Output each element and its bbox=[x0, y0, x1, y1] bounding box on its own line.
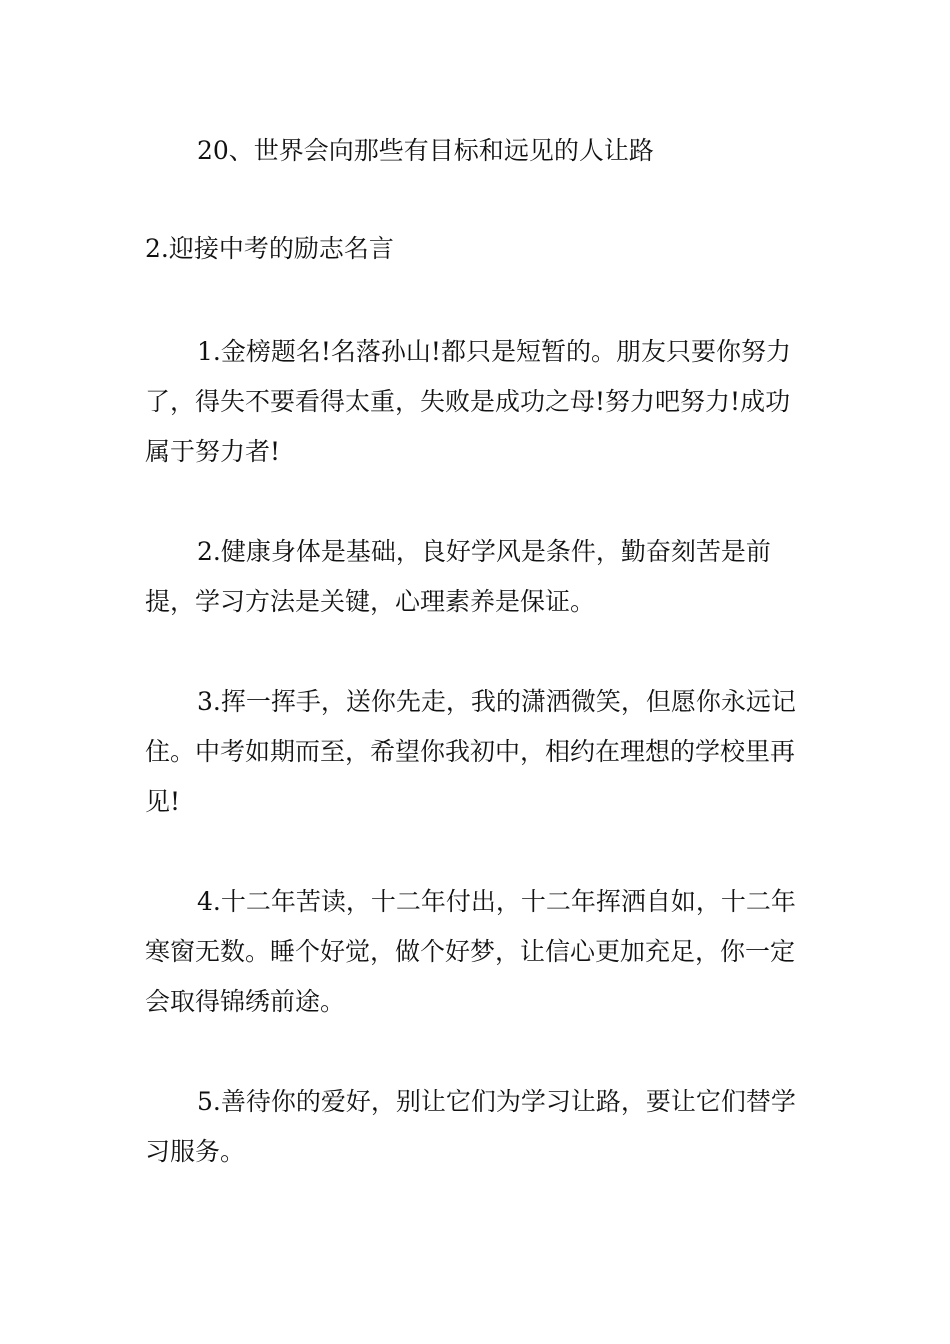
quote-4: 4.十二年苦读，十二年付出，十二年挥洒自如，十二年寒窗无数。睡个好觉，做个好梦，让信心更加充足，你一定会取得锦绣前途。 bbox=[145, 887, 796, 1016]
quote-5: 5.善待你的爱好，别让它们为学习让路，要让它们替学习服务。 bbox=[145, 1087, 796, 1166]
quote-2: 2.健康身体是基础，良好学风是条件，勤奋刻苦是前提，学习方法是关键，心理素养是保证。 bbox=[145, 537, 771, 616]
quote-3: 3.挥一挥手，送你先走，我的潇洒微笑，但愿你永远记住。中考如期而至，希望你我初中，相约在理想的学校里再见! bbox=[145, 687, 796, 816]
section-heading: 2.迎接中考的励志名言 bbox=[145, 234, 394, 263]
quote-1: 1.金榜题名!名落孙山!都只是短暂的。朋友只要你努力了，得失不要看得太重，失败是成功之母!努力吧努力!成功属于努力者! bbox=[145, 337, 791, 466]
quote-20: 20、世界会向那些有目标和远见的人让路 bbox=[197, 136, 654, 165]
